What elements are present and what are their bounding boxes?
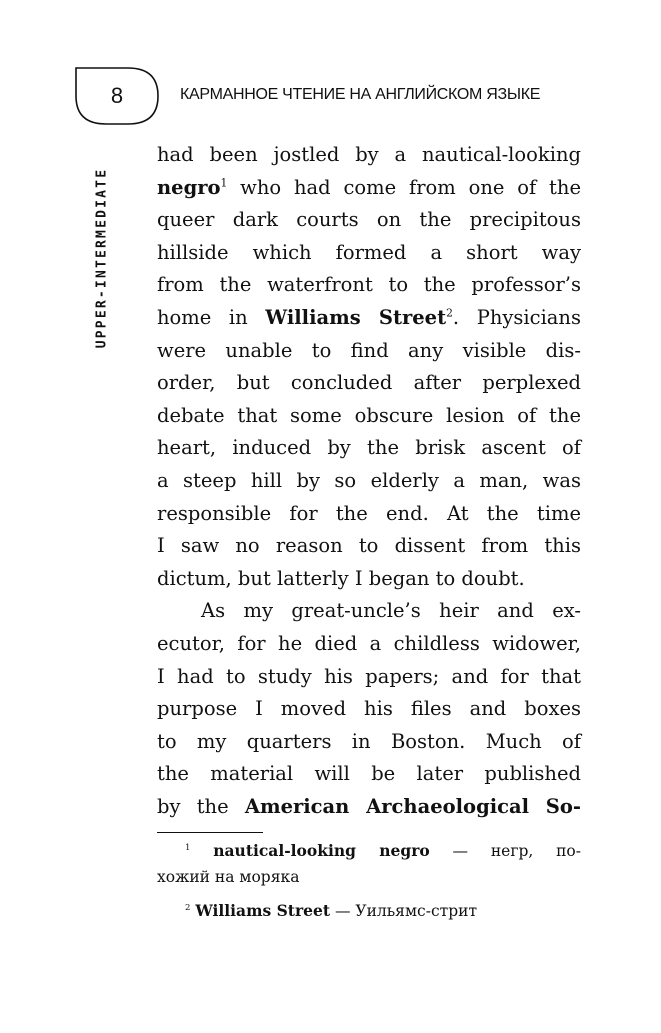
page-number: 8 [110, 83, 124, 108]
footnotes [157, 838, 581, 924]
footnote-1-continued: хожий на моряка [157, 868, 300, 886]
footnote-gloss: — негр, по- [429, 842, 581, 860]
footnote-ref: 2 [446, 306, 453, 320]
footnote-term: Williams Street [195, 901, 331, 920]
body-line: to my quarters in Boston. Much of [157, 729, 581, 753]
running-header-title: КАРМАННОЕ ЧТЕНИЕ НА АНГЛИЙСКОМ ЯЗЫКЕ [180, 86, 541, 103]
body-line: queer dark courts on the precipitous [157, 208, 581, 232]
body-line: from the waterfront to the professor’s [157, 273, 581, 297]
body-line: negro$^1$ who had come from one of the [157, 175, 581, 199]
glossed-term: American Archaeological So- [244, 794, 581, 818]
body-line: had been jostled by a nautical-looking [157, 143, 581, 166]
body-line: I had to study his papers; and for that [157, 664, 581, 688]
body-line: by the American Archaeological So- [157, 794, 581, 818]
glossed-term: negro [157, 175, 221, 199]
body-line: I saw no reason to dissent from this [157, 534, 581, 558]
level-label-text: UPPER-INTERMEDIATE [94, 167, 110, 349]
body-line: dictum, but latterly I began to doubt. [157, 566, 525, 590]
footnote-term: nautical-looking negro [213, 841, 430, 860]
footnote-2 [157, 898, 581, 924]
body-paragraphs [157, 139, 581, 823]
body-line: purpose I moved his files and boxes [157, 697, 581, 721]
body-line: order, but concluded after perplexed [157, 371, 581, 395]
body-line: debate that some obscure lesion of the [157, 403, 581, 427]
body-line: a steep hill by so elderly a man, was [157, 468, 581, 492]
footnote-divider [157, 832, 263, 833]
footnote-number: 2 [185, 902, 191, 913]
body-line: the material will be later published [157, 762, 581, 786]
body-line: As my great-uncle’s heir and ex- [201, 599, 581, 623]
body-line: hillside which formed a short way [157, 240, 581, 264]
page-number-badge [74, 66, 160, 126]
body-line: responsible for the end. At the time [157, 501, 581, 525]
body-line: ecutor, for he died a childless widower, [157, 631, 581, 655]
footnote-1 [157, 838, 581, 864]
footnote-gloss: — Уильямс-стрит [330, 902, 478, 920]
glossed-term: Williams Street [265, 305, 447, 329]
level-side-label [92, 147, 112, 369]
body-line: home in Williams Street$^2$. Physicians [157, 305, 581, 329]
footnote-ref: 1 [220, 176, 228, 190]
body-line: were unable to find any visible dis- [157, 338, 581, 362]
body-line: heart, induced by the brisk ascent of [157, 436, 581, 460]
footnote-number: 1 [185, 842, 191, 853]
